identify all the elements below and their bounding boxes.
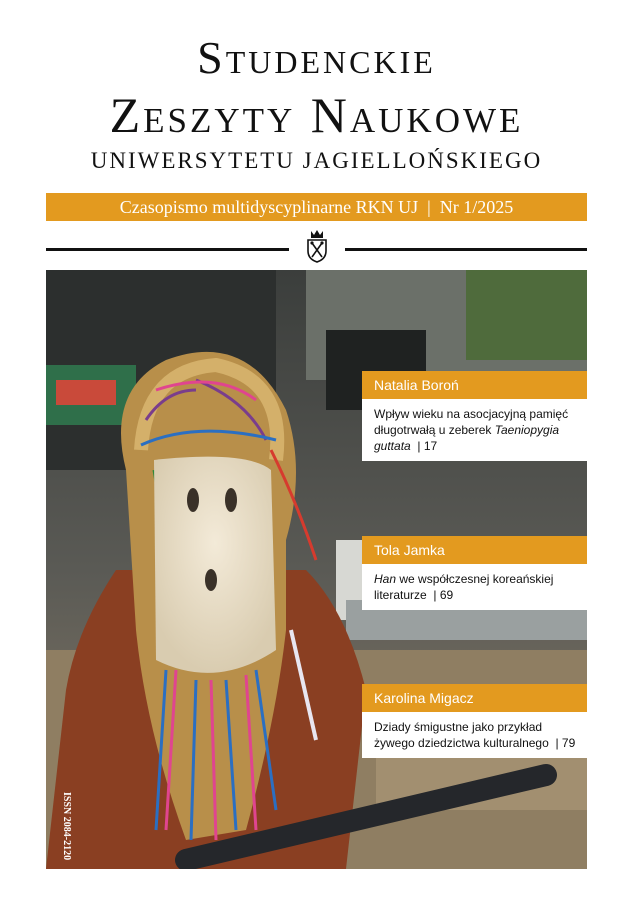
article-title-text: Dziady śmigustne jako przykład żywego dziedzictwa kulturalnego — [374, 720, 553, 750]
issn-text: ISSN 2084-2120 — [61, 792, 72, 861]
article-card-1[interactable] — [362, 371, 587, 461]
article-author: Natalia Boroń — [362, 371, 587, 399]
article-author: Tola Jamka — [362, 536, 587, 564]
journal-title-line-3: UNIWERSYTETU JAGIELLOŃSKIEGO — [90, 148, 543, 173]
issn-label — [58, 792, 74, 868]
journal-title-line-2: Zeszyty Naukowe — [109, 87, 524, 143]
article-title — [362, 564, 587, 610]
journal-title-line-1: Studenckie — [197, 32, 436, 83]
university-crest-icon — [305, 229, 329, 263]
divider-left — [46, 248, 289, 251]
divider-right — [345, 248, 587, 251]
article-title — [362, 712, 587, 758]
article-card-3[interactable] — [362, 684, 587, 758]
article-title-text: Wpływ wieku na asocjacyjną pamięć długotrwałą u zeberek — [374, 407, 569, 437]
article-page: | 69 — [433, 588, 454, 602]
article-page: | 79 — [555, 736, 576, 750]
article-title-italic: Han — [374, 572, 397, 586]
article-card-2[interactable] — [362, 536, 587, 610]
article-title — [362, 399, 587, 461]
article-title-text: we współczesnej koreańskiej literaturze — [374, 572, 554, 602]
article-page: | 17 — [417, 439, 438, 453]
article-title-italic: Taeniopygia guttata — [374, 423, 560, 453]
article-author: Karolina Migacz — [362, 684, 587, 712]
issue-banner: Czasopismo multidyscyplinarne RKN UJ | Nr 1/2025 — [46, 193, 587, 221]
